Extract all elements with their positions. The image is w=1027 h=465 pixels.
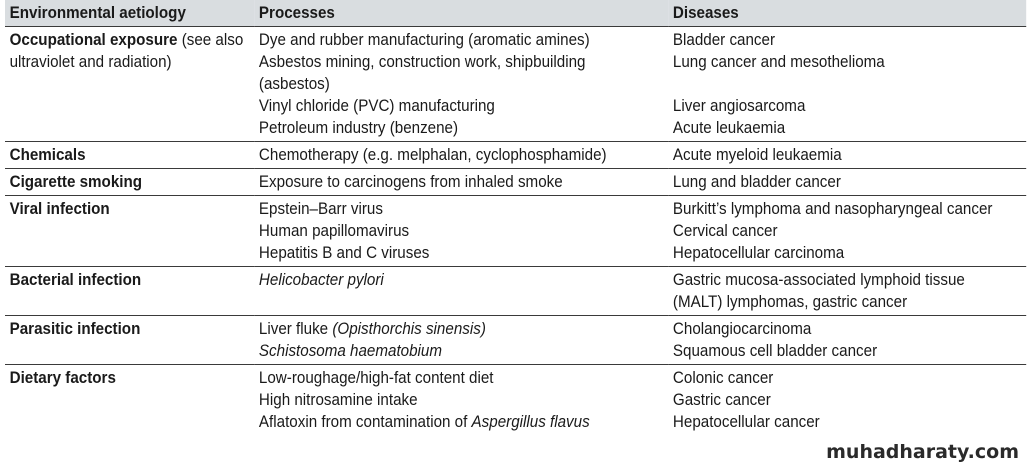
category-label: Cigarette smoking <box>5 169 254 196</box>
processes-cell <box>254 27 668 142</box>
disease-item: Acute leukaemia <box>672 119 786 137</box>
site-watermark: muhadharaty.com <box>826 441 1019 463</box>
table-row <box>5 142 1026 169</box>
table-row <box>5 196 1026 267</box>
process-item: Asbestos mining, construction work, shipbuilding <box>258 53 586 71</box>
process-item <box>259 411 664 433</box>
disease-item: Lung cancer and mesothelioma <box>672 53 885 71</box>
processes-cell <box>254 142 668 169</box>
disease-item: Acute myeloid leukaemia <box>672 146 842 164</box>
table-row <box>5 169 1026 196</box>
process-item: Petroleum industry (benzene) <box>258 119 459 137</box>
process-item: Epstein–Barr virus <box>258 200 383 218</box>
disease-item: Squamous cell bladder cancer <box>672 342 878 360</box>
process-item: Low-roughage/high-fat content diet <box>258 369 494 387</box>
table-row <box>5 27 1026 142</box>
header-processes: Processes <box>254 0 668 27</box>
diseases-cell <box>668 365 1026 436</box>
disease-item: Gastric mucosa-associated lymphoid tissue <box>672 271 965 289</box>
process-item: Exposure to carcinogens from inhaled smoke <box>258 173 563 191</box>
table-row <box>5 316 1026 365</box>
disease-item: Gastric cancer <box>672 391 771 409</box>
category-label: Occupational exposure <box>9 31 178 49</box>
processes-cell <box>254 196 668 267</box>
diseases-cell <box>668 267 1026 316</box>
process-text: Liver fluke <box>258 320 333 338</box>
process-species: (Opisthorchis sinensis) <box>332 320 486 338</box>
process-item: Vinyl chloride (PVC) manufacturing <box>258 97 495 115</box>
processes-cell <box>254 267 668 316</box>
process-item: (asbestos) <box>258 75 330 93</box>
disease-item: Cervical cancer <box>672 222 778 240</box>
category-label: Chemicals <box>5 142 254 169</box>
process-item: Dye and rubber manufacturing (aromatic amines) <box>258 31 590 49</box>
aetiology-table <box>5 0 1026 435</box>
process-item: Human papillomavirus <box>258 222 410 240</box>
disease-item: (MALT) lymphomas, gastric cancer <box>672 293 908 311</box>
category-label: Dietary factors <box>5 365 254 436</box>
disease-item: Burkitt’s lymphoma and nasopharyngeal cancer <box>672 200 993 218</box>
disease-item: Colonic cancer <box>672 369 774 387</box>
disease-item: Hepatocellular cancer <box>672 413 820 431</box>
category-note: (see also ultraviolet and radiation) <box>9 31 244 71</box>
category-label: Parasitic infection <box>5 316 254 365</box>
processes-cell <box>254 169 668 196</box>
diseases-cell <box>668 27 1026 142</box>
header-aetiology: Environmental aetiology <box>5 0 254 27</box>
process-item: Helicobacter pylori <box>258 271 384 289</box>
diseases-cell <box>668 316 1026 365</box>
process-text: Aflatoxin from contamination of <box>258 413 472 431</box>
category-label: Bacterial infection <box>5 267 254 316</box>
header-row <box>5 0 1026 27</box>
disease-item: Liver angiosarcoma <box>672 97 806 115</box>
table-row <box>5 267 1026 316</box>
category-cell <box>5 27 254 142</box>
diseases-cell <box>668 196 1026 267</box>
processes-cell <box>254 316 668 365</box>
processes-cell <box>254 365 668 436</box>
header-diseases: Diseases <box>668 0 1026 27</box>
process-item: Hepatitis B and C viruses <box>258 244 430 262</box>
process-species: Aspergillus flavus <box>471 413 590 431</box>
disease-item: Hepatocellular carcinoma <box>672 244 845 262</box>
process-item <box>259 318 664 340</box>
process-item: Schistosoma haematobium <box>258 342 443 360</box>
disease-item-spacer <box>673 73 1022 95</box>
process-item: Chemotherapy (e.g. melphalan, cyclophosphamide) <box>258 146 607 164</box>
process-item: High nitrosamine intake <box>258 391 418 409</box>
diseases-cell <box>668 169 1026 196</box>
table-row <box>5 365 1026 436</box>
disease-item: Cholangiocarcinoma <box>672 320 812 338</box>
disease-item: Lung and bladder cancer <box>672 173 841 191</box>
category-label: Viral infection <box>5 196 254 267</box>
diseases-cell <box>668 142 1026 169</box>
disease-item: Bladder cancer <box>672 31 776 49</box>
